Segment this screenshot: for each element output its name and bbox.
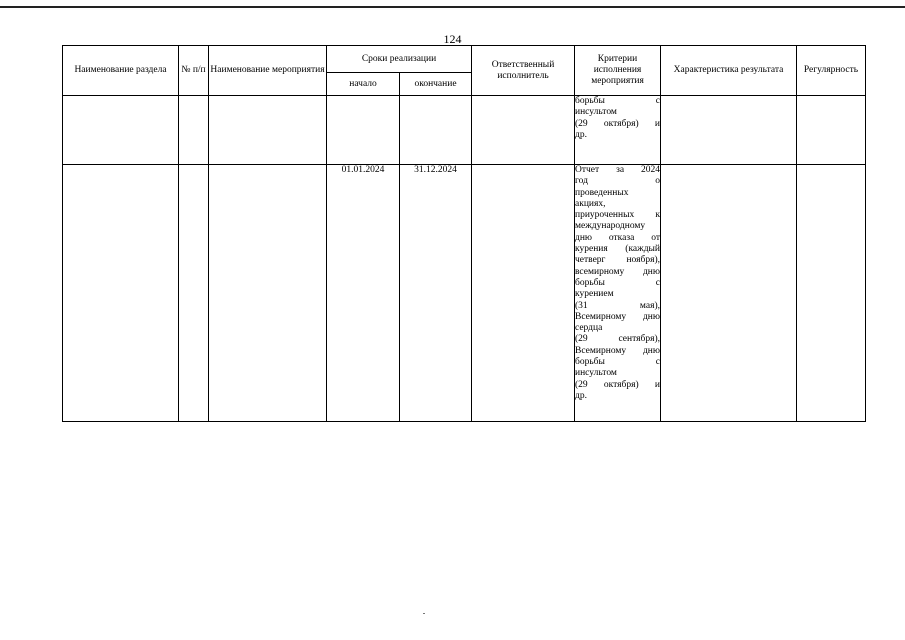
table-row bbox=[63, 165, 866, 422]
criteria-line: борьбы с bbox=[575, 96, 660, 106]
cell-responsible bbox=[472, 96, 575, 165]
criteria-line: акциях, bbox=[575, 198, 606, 209]
cell-regularity bbox=[797, 165, 866, 422]
criteria-line: (31 мая), bbox=[575, 300, 660, 311]
table-row bbox=[63, 96, 866, 165]
criteria-line: курения (каждый bbox=[575, 244, 660, 255]
criteria-line: инсультом bbox=[575, 107, 617, 118]
header-start: начало bbox=[327, 73, 400, 96]
criteria-line: Всемирному дню bbox=[575, 311, 660, 322]
cell-end bbox=[400, 96, 472, 165]
page-number: 124 bbox=[443, 32, 462, 46]
criteria-line: проведенных bbox=[575, 187, 629, 198]
criteria-line: приуроченных к bbox=[575, 210, 660, 221]
header-responsible: Ответственный исполнитель bbox=[472, 46, 575, 96]
criteria-line: год о bbox=[575, 176, 660, 187]
scan-speck bbox=[423, 613, 425, 614]
header-period: Сроки реализации bbox=[327, 46, 472, 73]
header-end: окончание bbox=[400, 73, 472, 96]
header-event-name: Наименование мероприятия bbox=[209, 46, 327, 96]
cell-section bbox=[63, 165, 179, 422]
cell-result bbox=[661, 96, 797, 165]
cell-event bbox=[209, 165, 327, 422]
criteria-line: сердца bbox=[575, 323, 603, 334]
criteria-line: борьбы с bbox=[575, 277, 660, 288]
criteria-line: дню отказа от bbox=[575, 232, 660, 243]
criteria-line: четверг ноября), bbox=[575, 255, 660, 266]
criteria-line: международному bbox=[575, 221, 646, 232]
cell-start: 01.01.2024 bbox=[327, 165, 400, 422]
criteria-line: Всемирному дню bbox=[575, 345, 660, 356]
cell-regularity bbox=[797, 96, 866, 165]
cell-start bbox=[327, 96, 400, 165]
header-section-name: Наименование раздела bbox=[63, 46, 179, 96]
cell-event bbox=[209, 96, 327, 165]
criteria-line: борьбы с bbox=[575, 357, 660, 368]
header-criteria: Критерии исполнения мероприятия bbox=[575, 46, 661, 96]
cell-responsible bbox=[472, 165, 575, 422]
cell-result bbox=[661, 165, 797, 422]
top-border-line bbox=[0, 6, 905, 8]
criteria-line: курением bbox=[575, 289, 614, 300]
header-regularity: Регулярность bbox=[797, 46, 866, 96]
criteria-line: Отчет за 2024 bbox=[575, 165, 660, 175]
criteria-line: инсультом bbox=[575, 368, 617, 379]
cell-criteria bbox=[575, 165, 661, 422]
criteria-line: др. bbox=[575, 129, 587, 140]
criteria-line: (29 сентября), bbox=[575, 334, 660, 345]
criteria-line: (29 октября) и bbox=[575, 379, 660, 390]
cell-section bbox=[63, 96, 179, 165]
events-table bbox=[62, 45, 866, 422]
criteria-line: др. bbox=[575, 390, 587, 401]
cell-number bbox=[179, 96, 209, 165]
header-number: № п/п bbox=[179, 46, 209, 96]
header-result: Характеристика результата bbox=[661, 46, 797, 96]
cell-criteria bbox=[575, 96, 661, 165]
criteria-line: (29 октября) и bbox=[575, 118, 660, 129]
cell-number bbox=[179, 165, 209, 422]
cell-end: 31.12.2024 bbox=[400, 165, 472, 422]
criteria-line: всемирному дню bbox=[575, 266, 660, 277]
